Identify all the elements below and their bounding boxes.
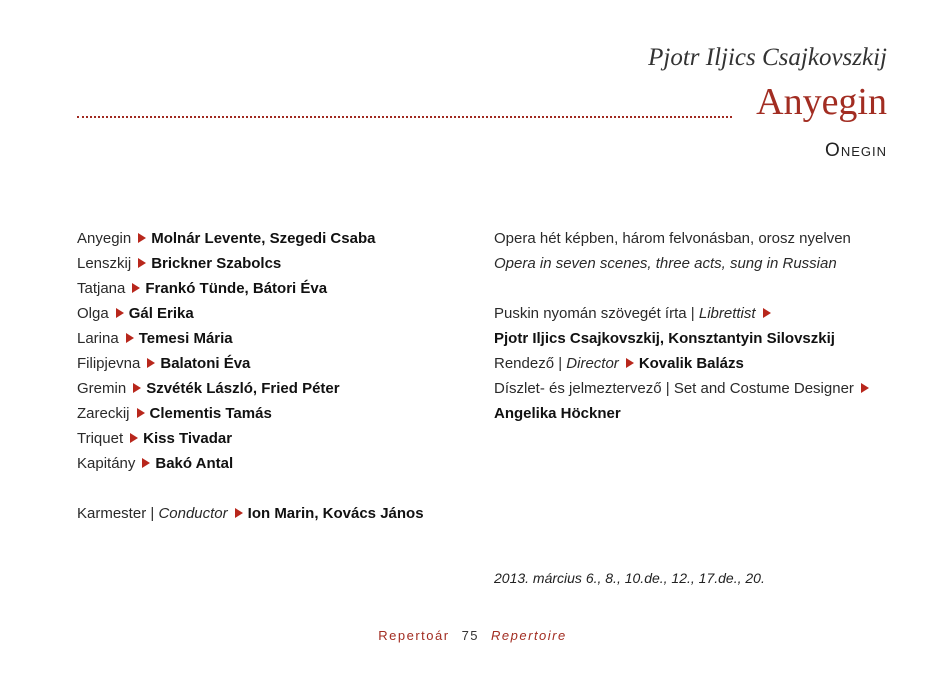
designer-label-hu: Díszlet- és jelmeztervező xyxy=(494,380,662,397)
spacer xyxy=(494,279,894,304)
librettist-label-row xyxy=(494,304,894,329)
designer-label-row xyxy=(494,379,894,404)
performer-names: Bakó Antal xyxy=(155,455,234,472)
performer-names: Gál Erika xyxy=(128,305,194,322)
director-label-hu: Rendező xyxy=(494,355,555,372)
triangle-marker-icon xyxy=(130,433,138,443)
performer-names: Kiss Tivadar xyxy=(143,430,233,447)
conductor-row xyxy=(77,504,477,529)
role-name: Larina xyxy=(77,330,119,347)
cast-row xyxy=(77,354,477,379)
composer-name: Pjotr Iljics Csajkovszkij xyxy=(648,44,887,71)
role-name: Kapitány xyxy=(77,455,136,472)
performance-dates: 2013. március 6., 8., 10.de., 12., 17.de., 20. xyxy=(494,570,765,586)
dotted-rule xyxy=(77,116,732,118)
cast-list xyxy=(77,229,477,529)
librettist-names: Pjotr Iljics Csajkovszkij, Konsztantyin Silovszkij xyxy=(494,330,835,347)
triangle-marker-icon xyxy=(861,383,869,393)
separator: | xyxy=(665,380,670,397)
performer-names: Szvéték László, Fried Péter xyxy=(146,380,340,397)
librettist-label-hu: Puskin nyomán szövegét írta xyxy=(494,305,687,322)
performer-names: Balatoni Éva xyxy=(160,355,251,372)
triangle-marker-icon xyxy=(116,308,124,318)
triangle-marker-icon xyxy=(626,358,634,368)
director-name: Kovalik Balázs xyxy=(638,355,744,372)
performer-names: Temesi Mária xyxy=(138,330,233,347)
separator: | xyxy=(150,505,155,522)
triangle-marker-icon xyxy=(138,233,146,243)
designer-label-en: Set and Costume Designer xyxy=(673,380,854,397)
role-name: Anyegin xyxy=(77,230,132,247)
cast-row xyxy=(77,254,477,279)
role-name: Zareckij xyxy=(77,405,130,422)
role-name: Tatjana xyxy=(77,280,126,297)
separator: | xyxy=(558,355,563,372)
triangle-marker-icon xyxy=(137,408,145,418)
page-footer xyxy=(0,628,945,643)
description-en: Opera in seven scenes, three acts, sung in Russian xyxy=(494,255,837,272)
triangle-marker-icon xyxy=(147,358,155,368)
director-label-en: Director xyxy=(566,355,619,372)
opera-title: Anyegin xyxy=(756,81,887,123)
footer-left-label: Repertoár xyxy=(378,628,450,643)
director-row xyxy=(494,354,894,379)
cast-row xyxy=(77,304,477,329)
cast-row xyxy=(77,279,477,304)
page-number: 75 xyxy=(461,628,480,643)
performer-names: Brickner Szabolcs xyxy=(151,255,282,272)
cast-row xyxy=(77,329,477,354)
footer-right-label: Repertoire xyxy=(491,628,567,643)
role-name: Gremin xyxy=(77,380,127,397)
librettist-label-en: Librettist xyxy=(698,305,756,322)
role-name: Filipjevna xyxy=(77,355,141,372)
performer-names: Clementis Tamás xyxy=(149,405,272,422)
opera-subtitle: Onegin xyxy=(825,140,887,161)
description-hu: Opera hét képben, három felvonásban, orosz nyelven xyxy=(494,230,851,247)
conductor-label-en: Conductor xyxy=(158,505,228,522)
role-name: Olga xyxy=(77,305,109,322)
cast-row xyxy=(77,404,477,429)
cast-row xyxy=(77,379,477,404)
triangle-marker-icon xyxy=(763,308,771,318)
production-info xyxy=(494,229,894,429)
triangle-marker-icon xyxy=(126,333,134,343)
designer-name: Angelika Höckner xyxy=(494,405,621,422)
conductor-names: Ion Marin, Kovács János xyxy=(247,505,424,522)
performer-names: Frankó Tünde, Bátori Éva xyxy=(145,280,328,297)
conductor-label-hu: Karmester xyxy=(77,505,147,522)
role-name: Lenszkij xyxy=(77,255,132,272)
role-name: Triquet xyxy=(77,430,124,447)
triangle-marker-icon xyxy=(132,283,140,293)
triangle-marker-icon xyxy=(142,458,150,468)
performer-names: Molnár Levente, Szegedi Csaba xyxy=(151,230,376,247)
triangle-marker-icon xyxy=(133,383,141,393)
separator: | xyxy=(690,305,695,322)
triangle-marker-icon xyxy=(235,508,243,518)
cast-row xyxy=(77,454,477,479)
cast-row xyxy=(77,229,477,254)
cast-row xyxy=(77,429,477,454)
triangle-marker-icon xyxy=(138,258,146,268)
